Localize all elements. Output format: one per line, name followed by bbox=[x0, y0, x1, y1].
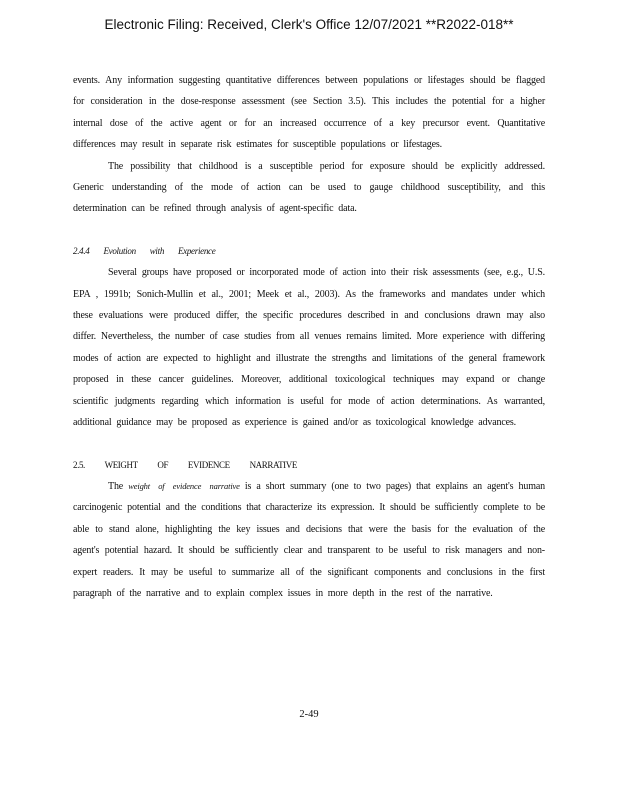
page-number: 2-49 bbox=[299, 709, 319, 720]
section-heading-2-5 bbox=[73, 455, 545, 476]
section-title: Evolution with Experience bbox=[103, 245, 216, 256]
spacer bbox=[73, 220, 545, 241]
paragraph-evolution: Several groups have proposed or incorporated mode of action into their risk assessments (see, e.g., U.S. EPA , 1991b; Sonich-Mullin et al., 2001; Meek et al., 2003). As the frameworks and mandates under which these evaluations were produced differ, the specific procedures described in and conclusions drawn may also differ. Nevertheless, the number of case studies from all venues remains limited. More experience with differing modes of action are expected to highlight and illustrate the strengths and limitations of the general framework proposed in these cancer guidelines. Moreover, additional toxicological techniques may expand or change scientific judgments regarding which information is useful for mode of action determinations. As warranted, additional guidance may be proposed as experience is gained and/or as toxicological knowledge advances. bbox=[73, 267, 545, 429]
paragraph-childhood: The possibility that childhood is a susceptible period for exposure should be explicitly addressed. Generic understanding of the mode of action can be used to gauge childhood susceptibility, and this determination can be refined through analysis of agent-specific data. bbox=[73, 160, 545, 215]
section-number: 2.4.4 bbox=[73, 245, 90, 256]
spacer bbox=[73, 434, 545, 455]
section-heading-2-4-4 bbox=[73, 241, 545, 262]
narrative-lead-word: The bbox=[108, 480, 124, 492]
filing-header: Electronic Filing: Received, Clerk's Office 12/07/2021 **R2022-018** bbox=[104, 17, 514, 32]
paragraph-narrative bbox=[73, 476, 545, 604]
paragraph-populations: events. Any information suggesting quantitative differences between populations or lifestages should be flagged for consideration in the dose-response assessment (see Section 3.5). This includes the potential for a higher internal dose of the active agent or for an increased occurrence of a key precursor event. Quantitative differences may result in separate risk estimates for susceptible populations or lifestages. bbox=[73, 75, 545, 151]
section-title: WEIGHT OF EVIDENCE NARRATIVE bbox=[104, 459, 297, 470]
section-number: 2.5. bbox=[73, 459, 85, 470]
narrative-term: weight of evidence narrative bbox=[128, 480, 240, 491]
narrative-text: is a short summary (one to two pages) that explains an agent's human carcinogenic potential and the conditions that characterize its expression. It should be sufficiently complete to be able to stand alone, highlighting the key issues and decisions that were the basis for the evaluation of the agent's potential hazard. It should be sufficiently clear and transparent to be useful to risk managers and non-expert readers. It may be useful to summarize all of the significant components and conclusions in the first paragraph of the narrative and to explain complex issues in more depth in the rest of the narrative. bbox=[73, 480, 545, 599]
document-body bbox=[73, 70, 545, 604]
